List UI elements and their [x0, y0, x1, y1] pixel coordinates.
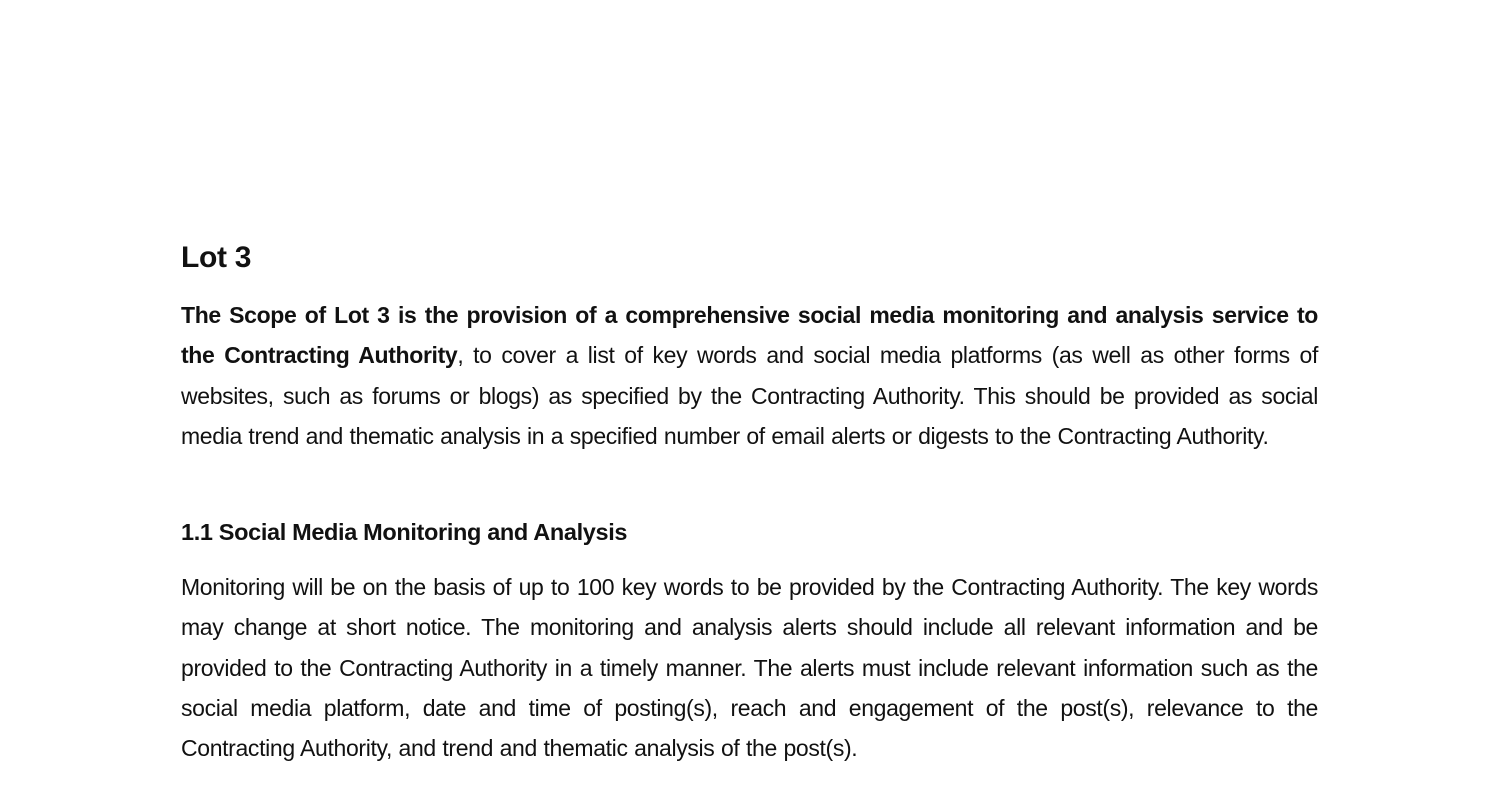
lot-heading: Lot 3	[181, 241, 252, 274]
scope-paragraph	[181, 295, 1318, 456]
scope-bold-lead: The Scope of Lot 3 is the provision of a comprehensive social media monitoring and analysis service to the Contracting Authority	[181, 302, 1318, 369]
monitoring-paragraph: Monitoring will be on the basis of up to 100 key words to be provided by the Contracting Authority. The key words may change at short notice. The monitoring and analysis alerts should include all relevant information and be provided to the Contracting Authority in a timely manner. The alerts must include relevant information such as the social media platform, date and time of posting(s), reach and engagement of the post(s), relevance to the Contracting Authority, and trend and thematic analysis of the post(s).	[181, 574, 1318, 762]
scope-body-text: , to cover a list of key words and social media platforms (as well as other forms of websites, such as forums or blogs) as specified by the Contracting Authority. This should be provided as social media trend and thematic analysis in a specified number of email alerts or digests to the Contracting Authority.	[181, 342, 1319, 449]
section-heading: 1.1 Social Media Monitoring and Analysis	[181, 519, 628, 545]
